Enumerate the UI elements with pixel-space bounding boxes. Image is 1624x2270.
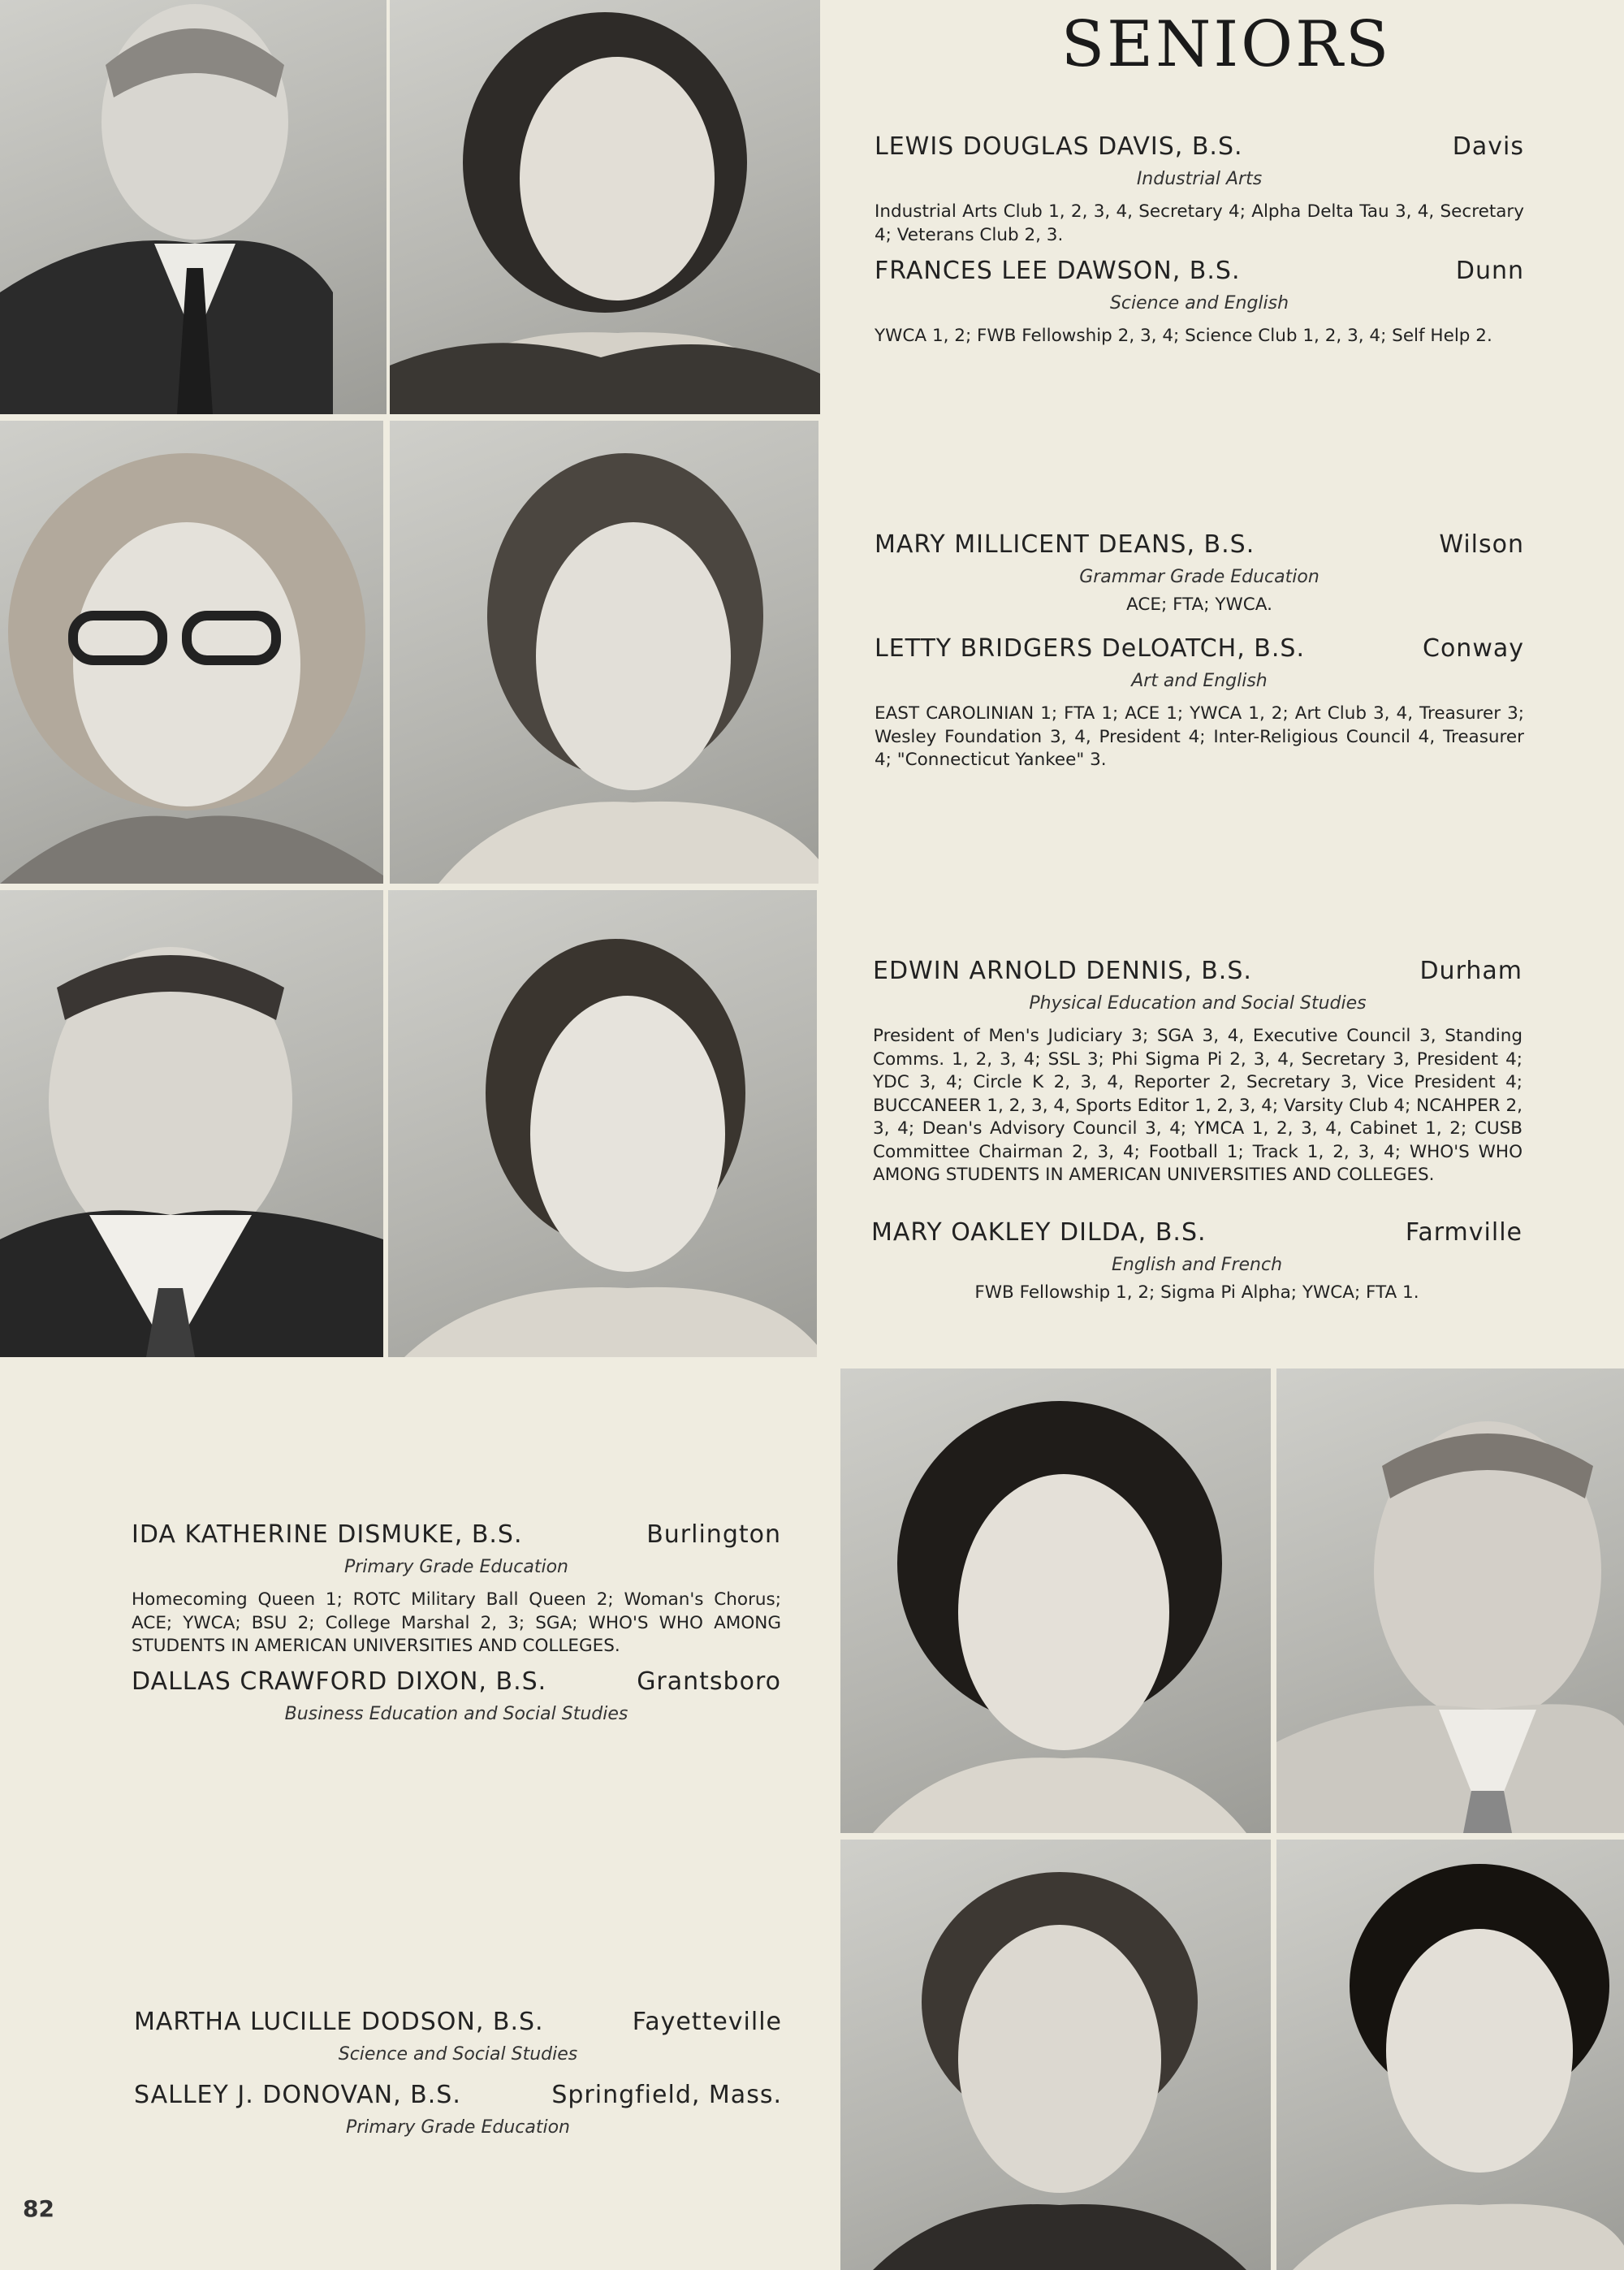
senior-entry — [875, 634, 1524, 772]
portrait-woman-curled — [390, 0, 820, 414]
senior-major: Physical Education and Social Studies — [1029, 993, 1367, 1014]
portrait-photo — [390, 0, 820, 414]
senior-entry — [873, 957, 1522, 1187]
senior-entry — [875, 132, 1524, 247]
senior-entry — [134, 2081, 782, 2138]
senior-name: DALLAS CRAWFORD DIXON, B.S. — [132, 1667, 547, 1696]
portrait-photo — [1276, 1840, 1624, 2270]
senior-activities: YWCA 1, 2; FWB Fellowship 2, 3, 4; Science Club 1, 2, 3, 4; Self Help 2. — [875, 326, 1492, 346]
senior-entry — [875, 530, 1524, 617]
portrait-photo — [0, 421, 383, 884]
senior-entry — [132, 1520, 781, 1658]
portrait-woman-short-curls — [1276, 1840, 1624, 2270]
senior-hometown: Davis — [1452, 132, 1524, 161]
senior-name: LEWIS DOUGLAS DAVIS, B.S. — [875, 132, 1243, 161]
senior-entry — [134, 2008, 782, 2065]
senior-activities: Industrial Arts Club 1, 2, 3, 4, Secretary 4; Alpha Delta Tau 3, 4, Secretary 4; Veterans Club 2, 3. — [875, 201, 1524, 245]
portrait-woman-glasses — [0, 421, 383, 884]
senior-hometown: Dunn — [1455, 257, 1524, 285]
portrait-photo — [390, 421, 818, 884]
senior-name: IDA KATHERINE DISMUKE, B.S. — [132, 1520, 523, 1549]
senior-entry — [875, 257, 1524, 348]
senior-major: Science and Social Studies — [338, 2044, 578, 2065]
senior-hometown: Farmville — [1405, 1218, 1522, 1247]
senior-name: MARY MILLICENT DEANS, B.S. — [875, 530, 1255, 559]
portrait-photo — [0, 0, 387, 414]
senior-activities: Homecoming Queen 1; ROTC Military Ball Queen 2; Woman's Chorus; ACE; YWCA; BSU 2; College Marshal 2, 3; SGA; WHO'S WHO AMONG STUDENTS IN AMERICAN UNIVERSITIES AND COLLEGES. — [132, 1589, 781, 1656]
senior-major: Primary Grade Education — [344, 1557, 568, 1577]
portrait-woman-short-hair — [840, 1840, 1271, 2270]
senior-hometown: Conway — [1423, 634, 1524, 663]
senior-name: MARY OAKLEY DILDA, B.S. — [871, 1218, 1207, 1247]
senior-major: Business Education and Social Studies — [284, 1704, 628, 1724]
senior-entry — [871, 1218, 1522, 1305]
senior-hometown: Springfield, Mass. — [551, 2081, 782, 2109]
portrait-photo — [840, 1840, 1271, 2270]
senior-name: FRANCES LEE DAWSON, B.S. — [875, 257, 1241, 285]
senior-name: EDWIN ARNOLD DENNIS, B.S. — [873, 957, 1252, 985]
portrait-man-suit — [0, 0, 387, 414]
senior-hometown: Durham — [1419, 957, 1522, 985]
senior-major: Grammar Grade Education — [1079, 567, 1320, 587]
senior-major: Primary Grade Education — [346, 2117, 570, 2138]
senior-activities: FWB Fellowship 1, 2; Sigma Pi Alpha; YWCA; FTA 1. — [974, 1282, 1419, 1303]
senior-activities: President of Men's Judiciary 3; SGA 3, 4, Executive Council 3, Standing Comms. 1, 2, 3, 4; SSL 3; Phi Sigma Pi 2, 3, 4, Secretary 3, President 4; YDC 3, 4; Circle K 2, 3, 4, Reporter 2, Secretary 3, Vice President 4; BUCCANEER 1, 2, 3, 4, Sports Editor 1, 2, 3, 4; Varsity Club 4; NCAHPER 2, 3, 4; Dean's Advisory Council 3, 4; YMCA 1, 2, 3, 4, Cabinet 1, 2; CUSB Committee Chairman 2, 3, 4; Football 1; Track 1, 2, 3, 4; WHO'S WHO AMONG STUDENTS IN AMERICAN UNIVERSITIES AND COLLEGES. — [873, 1026, 1522, 1185]
senior-major: Art and English — [1131, 671, 1268, 691]
senior-major: Industrial Arts — [1136, 169, 1263, 189]
senior-name: MARTHA LUCILLE DODSON, B.S. — [134, 2008, 544, 2036]
senior-name: SALLEY J. DONOVAN, B.S. — [134, 2081, 461, 2109]
senior-activities: EAST CAROLINIAN 1; FTA 1; ACE 1; YWCA 1, 2; Art Club 3, 4, Treasurer 3; Wesley Foundation 3, 4, President 4; Inter-Religious Council 4, Treasurer 4; "Connecticut Yankee" 3. — [875, 703, 1524, 770]
portrait-man-light-jacket — [1276, 1368, 1624, 1833]
senior-activities: ACE; FTA; YWCA. — [1126, 595, 1272, 615]
portrait-photo — [840, 1368, 1271, 1833]
page-number: 82 — [23, 2195, 54, 2222]
senior-hometown: Grantsboro — [637, 1667, 781, 1696]
portrait-photo — [0, 890, 383, 1357]
senior-major: English and French — [1111, 1255, 1283, 1275]
page-title: SENIORS — [1060, 8, 1392, 81]
senior-name: LETTY BRIDGERS DeLOATCH, B.S. — [875, 634, 1305, 663]
portrait-man-patterned-tie — [0, 890, 383, 1357]
senior-entry — [132, 1667, 781, 1724]
senior-hometown: Wilson — [1439, 530, 1524, 559]
portrait-woman-right — [390, 421, 818, 884]
senior-major: Science and English — [1109, 293, 1289, 313]
portrait-photo — [1276, 1368, 1624, 1833]
portrait-woman-dark-curls — [840, 1368, 1271, 1833]
portrait-photo — [388, 890, 817, 1357]
senior-hometown: Fayetteville — [632, 2008, 782, 2036]
portrait-woman-curly — [388, 890, 817, 1357]
senior-hometown: Burlington — [646, 1520, 781, 1549]
